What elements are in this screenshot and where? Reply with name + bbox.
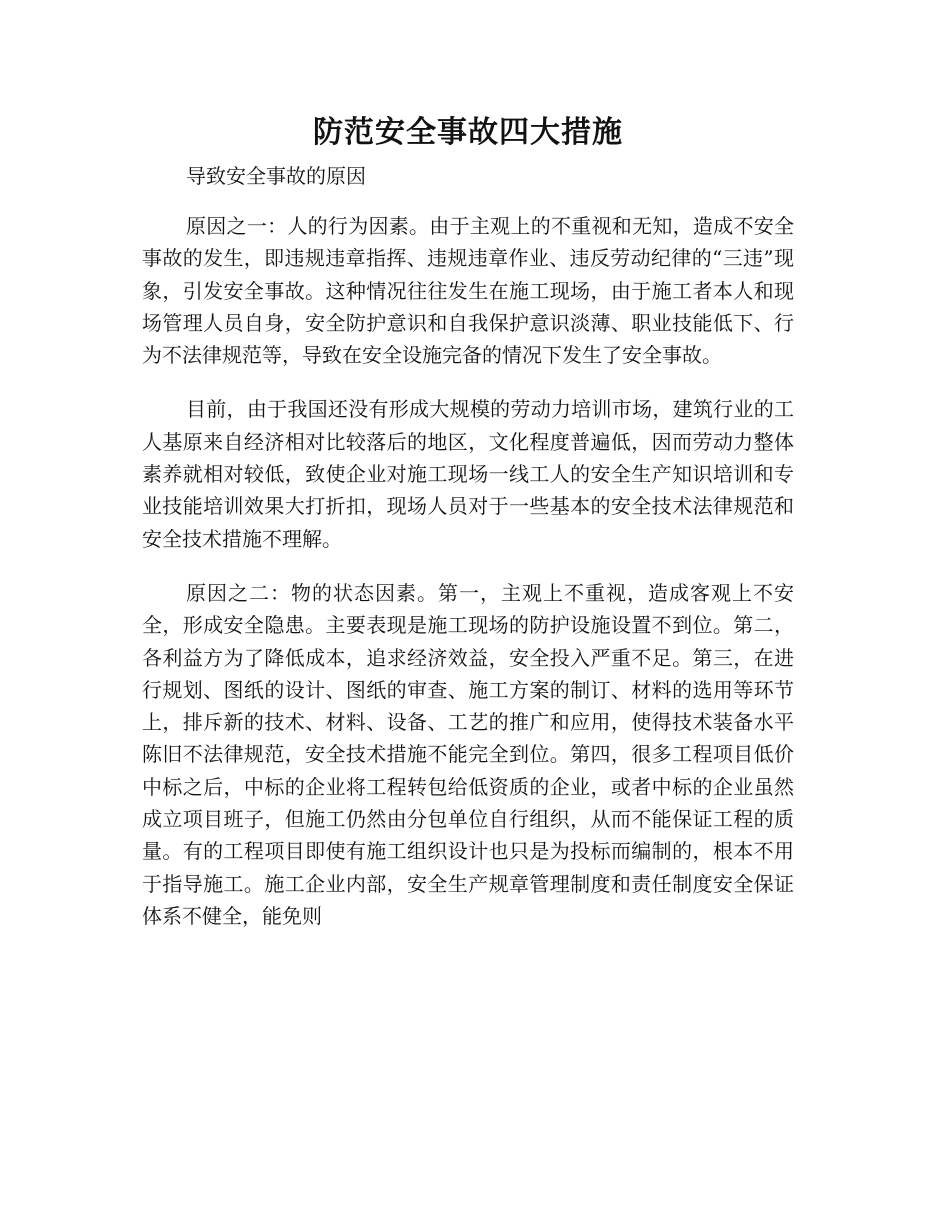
paragraph-cause-one: 原因之一：人的行为因素。由于主观上的不重视和无知，造成不安全事故的发生，即违规违章指挥、违规违章作业、违反劳动纪律的“三违”现象，引发安全事故。这种情况往往发生在施工现场，由于施工者本人和现场管理人员自身，安全防护意识和自我保护意识淡薄、职业技能低下、行为不法律规范等，导致在安全设施完备的情况下发生了安全事故。 (142, 214, 794, 368)
section-heading: 导致安全事故的原因 (186, 164, 366, 188)
document-title: 防范安全事故四大措施 (313, 115, 623, 150)
document-page (142, 110, 794, 954)
paragraph-current-situation: 目前，由于我国还没有形成大规模的劳动力培训市场，建筑行业的工人基原来自经济相对比较落后的地区，文化程度普遍低，因而劳动力整体素养就相对较低，致使企业对施工现场一线工人的安全生产知识培训和专业技能培训效果大打折扣，现场人员对于一些基本的安全技术法律规范和安全技术措施不理解。 (142, 397, 794, 551)
paragraph-cause-two: 原因之二：物的状态因素。第一，主观上不重视，造成客观上不安全，形成安全隐患。主要表现是施工现场的防护设施设置不到位。第二，各利益方为了降低成本，追求经济效益，安全投入严重不足。第三，在进行规划、图纸的设计、图纸的审查、施工方案的制订、材料的选用等环节上，排斥新的技术、材料、设备、工艺的推广和应用，使得技术装备水平陈旧不法律规范，安全技术措施不能完全到位。第四，很多工程项目低价中标之后，中标的企业将工程转包给低资质的企业，或者中标的企业虽然成立项目班子，但施工仍然由分包单位自行组织，从而不能保证工程的质量。有的工程项目即使有施工组织设计也只是为投标而编制的，根本不用于指导施工。施工企业内部，安全生产规章管理制度和责任制度安全保证体系不健全，能免则 (142, 580, 794, 928)
